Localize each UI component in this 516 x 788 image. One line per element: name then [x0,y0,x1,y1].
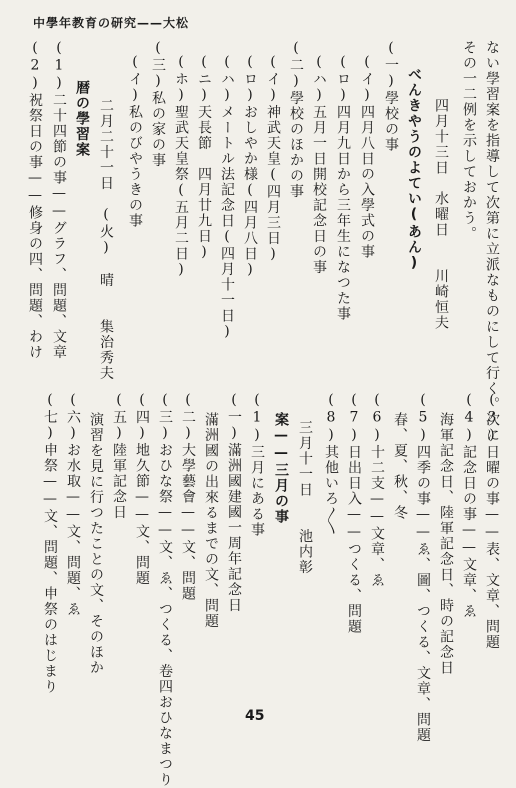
text-column: 海軍記念日、陸軍記念日、時の記念日 [438,412,454,676]
text-column: 四月十三日 水曜日 川崎恒夫 [433,98,449,331]
text-column: その一二例を示しておかう。 [461,40,477,242]
text-column: (三)私の家の事 [150,40,166,168]
section-heading: べんきやうのよてい(あん) [406,67,422,273]
page-number: 45 [245,708,265,724]
text-column: (7)日出日入——つくる、問題 [346,392,362,635]
text-column: (二)大學藝會——文、問題 [180,392,196,602]
text-column: (6)十二支——文章、ゑ [369,392,385,588]
text-column: (一)學校の事 [383,40,399,153]
text-column: (二)學校のほかの事 [288,40,304,199]
text-column: (8)其他いろ〳〵 [323,392,339,536]
text-column: ない學習案を指導して次第に立派なものにして行く。次に [484,40,500,443]
text-column: (3)日曜の事——表、文章、問題 [484,392,500,650]
text-column: (イ)四月八日の入學式の事 [359,54,375,260]
text-column: (5)四季の事——ゑ、圖、つくる、文章、問題 [415,392,431,743]
text-column: (七)申祭——文、問題、申祭のはじまり [42,392,58,695]
text-column: (ホ)聖武天皇祭(五月二日) [173,54,189,279]
text-column: (1)三月にある事 [249,392,265,538]
text-column: (四)地久節——文、問題 [134,392,150,586]
text-column: 三月十一日 池内彰 [297,420,313,575]
text-column: (1)二十四節の事——グラフ、問題、文章 [51,40,67,360]
text-column: (ロ)四月九日から三年生になつた事 [335,54,351,322]
text-column: (ハ)メートル法記念日(四月十一日) [219,54,235,341]
text-column: (2)祝祭日の事——修身の四、問題、わけ [27,40,43,360]
text-column: 二月二十一日 (火) 晴 集治秀夫 [98,98,114,381]
text-column: (イ)神武天皇(四月三日) [265,54,281,264]
text-column: (ハ)五月一日開校記念日の事 [311,54,327,275]
text-column: (イ)私のびやうきの事 [127,54,143,229]
text-column: (4)記念日の事——文章、ゑ [461,392,477,619]
text-column: 滿洲國の出來るまでの文、問題 [203,412,219,629]
page-header: 中學年教育の研究——大松 [33,16,190,30]
text-column: (六)お水取——文、問題、ゑ [65,392,81,617]
text-column: (五)陸軍記念日 [111,392,127,520]
text-column: 演習を見に行つたことの文、そのほか [88,412,104,676]
text-column: (一)滿洲國建國一周年記念日 [226,392,242,613]
text-column: (三)おひな祭——文、ゑ、つくる、卷四おひなまつり [157,392,173,788]
section-heading: 案——三月の事 [273,412,289,525]
section-heading: 暦の學習案 [74,80,90,158]
text-column: (ニ)天長節 四月廿九日) [196,54,212,262]
text-column: 春、夏、秋、冬 [392,412,408,521]
text-column: (ロ)おしやか様(四月八日) [242,54,258,279]
